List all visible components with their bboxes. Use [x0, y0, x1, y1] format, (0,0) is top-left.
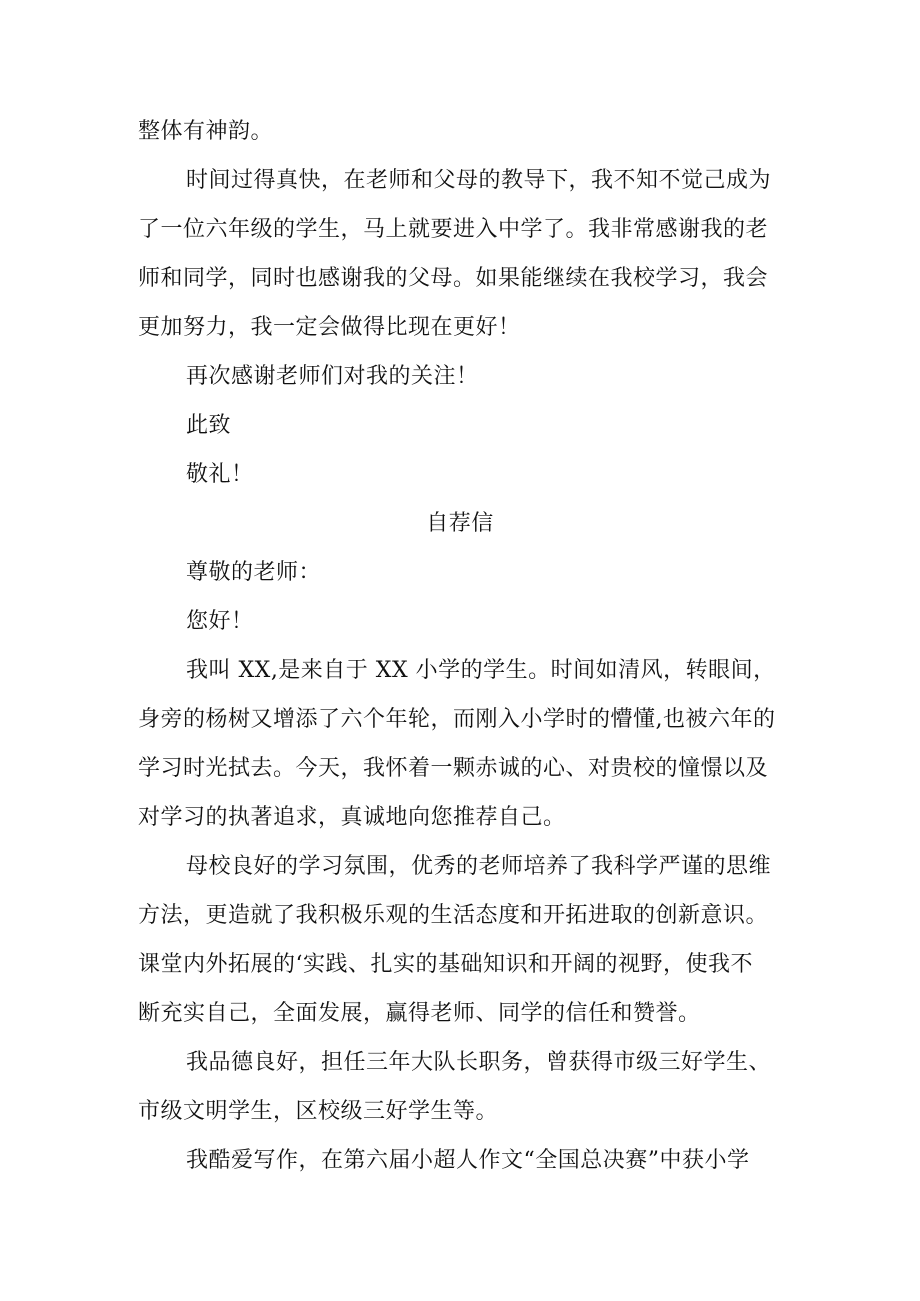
text-line: 师和同学，同时也感谢我的父母。如果能继续在我校学习，我会: [138, 266, 769, 291]
text-line: 市级文明学生，区校级三好学生等。: [138, 1099, 499, 1124]
letter-title: 自荐信: [426, 511, 494, 536]
text-line: 更加努力，我一定会做得比现在更好！: [138, 315, 521, 340]
closing-text: 此致: [186, 413, 232, 438]
text-line: 方法，更造就了我积极乐观的生活态度和开拓进取的创新意识。: [138, 903, 769, 928]
text-line: 我品德良好，担任三年大队长职务，曾获得市级三好学生、: [186, 1050, 772, 1075]
text-line: 再次感谢老师们对我的关注！: [186, 364, 479, 389]
text-line: 我叫 XX,是来自于 XX 小学的学生。时间如清风，转眼间，: [186, 658, 776, 683]
text-line: 母校良好的学习氛围，优秀的老师培养了我科学严谨的思维: [186, 854, 772, 879]
hello-text: 您好！: [186, 609, 254, 634]
text-line: 断充实自己，全面发展，赢得老师、同学的信任和赞誉。: [138, 1001, 701, 1026]
salutation-text: 敬礼！: [186, 462, 254, 487]
text-line: 时间过得真快，在老师和父母的教导下，我不知不觉己成为: [186, 168, 772, 193]
text-line: 了一位六年级的学生，马上就要进入中学了。我非常感谢我的老: [138, 217, 769, 242]
text-line: 身旁的杨树又增添了六个年轮，而刚入小学时的懵懂,也被六年的: [138, 707, 776, 732]
text-line: 课堂内外拓展的‘实践、扎实的基础知识和开阔的视野，使我不: [138, 952, 753, 977]
text-line: 对学习的执著追求，真诚地向您推荐自己。: [138, 805, 566, 830]
greeting: 尊敬的老师：: [186, 560, 322, 585]
text-line: 整体有神韵。: [138, 119, 274, 144]
text-line: 学习时光拭去。今天，我怀着一颗赤诚的心、对贵校的憧憬以及: [138, 756, 769, 781]
text-line: 我酷爱写作，在第六届小超人作文“全国总决赛”中获小学: [186, 1148, 750, 1173]
